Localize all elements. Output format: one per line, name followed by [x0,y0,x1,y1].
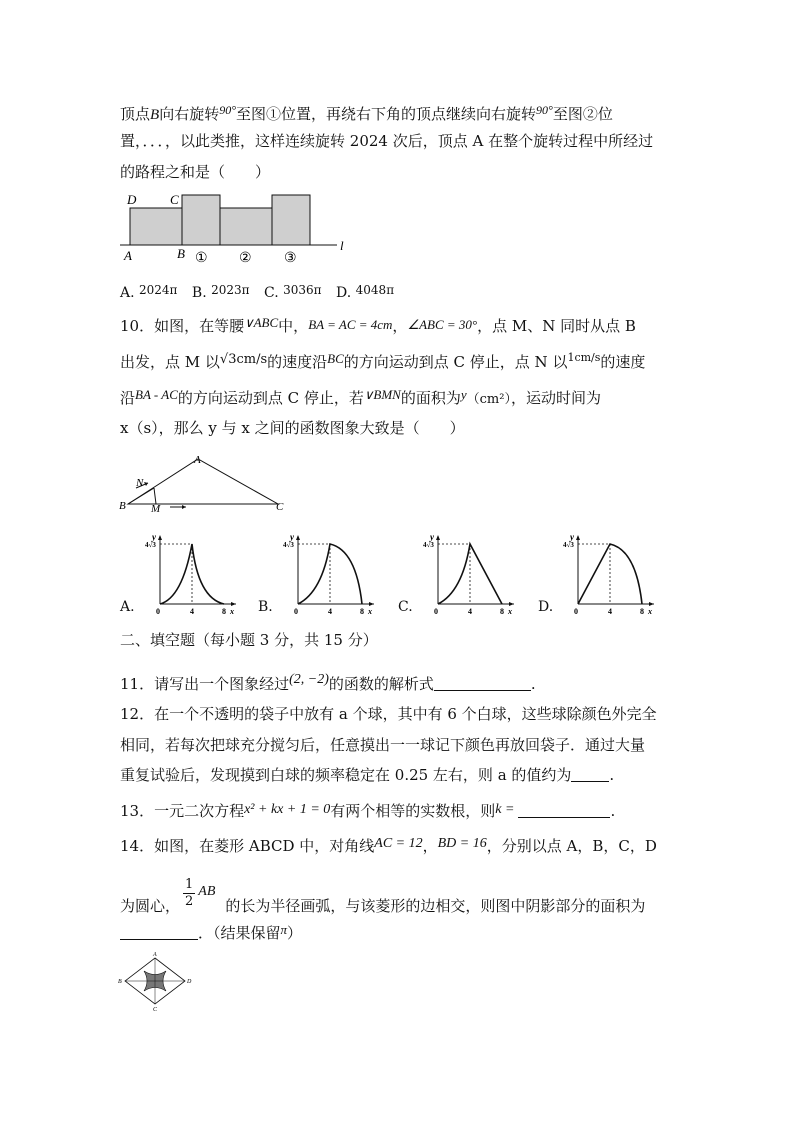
graph-line-down [398,532,518,616]
ymax-label: 4√3 [145,541,156,549]
section2-title: 二、填空题（每小题 3 分，共 15 分） [120,631,378,649]
y-axis-arrow [436,535,440,540]
graph-concave-down-tail [258,532,378,616]
q11-answer-blank[interactable] [434,676,531,691]
x-axis-arrow [231,602,236,606]
graph-line-up-concave [538,532,658,616]
label-B: B [177,246,185,261]
origin-label: 0 [574,607,578,616]
y-label: y [430,532,434,542]
q11: 11．请写出一个图象经过(2, −2)的函数的解析式 . [120,672,536,693]
q9-options [120,278,394,305]
ymax-label: 4√3 [423,541,434,549]
q14-answer-blank[interactable] [120,925,198,940]
q10-option-b[interactable] [258,532,378,620]
label-A: A [124,248,132,263]
q14-line2: 为圆心， $\frac{1}{2}$ AB的长为半径画弧，与该菱形的边相交，则图中阴影部分的面积为 [120,877,646,915]
label-A: A [153,952,157,958]
ymax-label: 4√3 [563,541,574,549]
rect-pos2 [220,208,272,245]
triangle-ABC [128,459,278,504]
graph-convex-cusp [120,532,240,616]
q9-line3: 的路程之和是（ ） [120,163,271,181]
label-A: A [194,454,201,466]
q10-option-a[interactable] [120,532,240,620]
tick-8: 8 [222,607,226,616]
x-axis-arrow [509,602,514,606]
q9-option-c[interactable]: C. 3036π [264,283,322,301]
label-B: B [119,500,126,512]
label-C: C [153,1007,158,1012]
x-label: x [230,607,234,616]
fraction-half: $\frac{1}{2}$ [185,877,194,909]
label-C: C [170,192,179,207]
tick-4: 4 [328,607,332,616]
q14-line3: ．（结果保留π） [120,918,302,945]
q9-option-a[interactable]: A. 2024π [120,283,178,301]
label-l: l [340,238,344,253]
q10-option-letter-b: B. [258,599,273,615]
q10-option-d[interactable] [538,532,658,620]
q10-option-c[interactable] [398,532,518,620]
label-D: D [187,979,192,985]
tick-4: 4 [468,607,472,616]
tick-4: 4 [608,607,612,616]
q10-line3: 沿BA - AC的方向运动到点 C 停止，若∨BMN的面积为y（cm²），运动时间为 [120,387,601,407]
q14-rhombus-figure [117,950,197,1012]
q9-option-b[interactable]: B. 2023π [191,283,250,301]
y-axis-arrow [576,535,580,540]
q10-option-letter-a: A. [120,599,135,615]
x-axis-arrow [369,602,374,606]
q12-line1: 12．在一个不透明的袋子中放有 a 个球，其中有 6 个白球，这些球除颜色外完全 [120,705,657,723]
q12-line2: 相同，若每次把球充分搅匀后，任意摸出一一球记下颜色再放回袋子．通过大量 [120,736,646,754]
y-label: y [290,532,294,542]
tick-8: 8 [640,607,644,616]
q12-answer-blank[interactable] [571,767,609,782]
x-label: x [368,607,372,616]
origin-label: 0 [434,607,438,616]
label-B: B [118,979,122,985]
label-C: C [276,501,284,513]
tick-4: 4 [190,607,194,616]
q10-triangle-figure [118,452,298,516]
arrow-m-head [182,505,186,509]
q9-rotation-figure [115,188,355,268]
label-N: N [136,477,144,489]
tick-8: 8 [500,607,504,616]
origin-label: 0 [156,607,160,616]
rect-pos1 [182,195,220,245]
x-label: x [648,607,652,616]
q14-line1: 14．如图，在菱形 ABCD 中，对角线AC = 12，BD = 16，分别以点 A，B，C，D [120,836,657,855]
q13: 13．一元二次方程x² + kx + 1 = 0有两个相等的实数根，则k = . [120,802,616,820]
x-axis-arrow [649,602,654,606]
label-D: D [127,192,137,207]
tick-8: 8 [360,607,364,616]
label-M: M [151,503,161,515]
y-axis-arrow [158,535,162,540]
rect-start [130,208,182,245]
q10-option-letter-c: C. [398,599,413,615]
q12-line3: 重复试验后，发现摸到白球的频率稳定在 0.25 左右，则 a 的值约为 . [120,766,615,784]
q9-line1: 顶点B向右旋转$^{90^\circ}$至图①位置，再绕右下角的顶点继续向右旋转$^{90^\circ}$至图②位 [120,103,613,123]
q9-line2: 置，．．．，以此类推，这样连续旋转 2024 次后，顶点 A 在整个旋转过程中所经过 [120,132,654,150]
q13-answer-blank[interactable] [518,803,610,818]
segment-NM [154,488,156,504]
ymax-label: 4√3 [283,541,294,549]
y-axis-arrow [296,535,300,540]
y-label: y [570,532,574,542]
q10-line2: 出发，点 M 以√3cm/s的速度沿BC的方向运动到点 C 停止，点 N 以$^{1cm/s}$的速度 [120,351,646,371]
q10-line1: 10．如图，在等腰∨ABC中，BA = AC = 4cm，∠ABC = 30°，点 M、N 同时从点 B [120,315,636,335]
x-label: x [508,607,512,616]
segment-BN [128,488,154,504]
q9-option-d[interactable]: D. 4048π [336,283,395,301]
label-circle3: ③ [284,251,297,266]
label-circle2: ② [239,251,252,266]
q10-line4: x（s），那么 y 与 x 之间的函数图象大致是（ ） [120,419,465,437]
y-label: y [152,532,156,542]
rect-pos3 [272,195,310,245]
origin-label: 0 [294,607,298,616]
q10-option-letter-d: D. [538,599,554,615]
label-circle1: ① [195,251,208,266]
